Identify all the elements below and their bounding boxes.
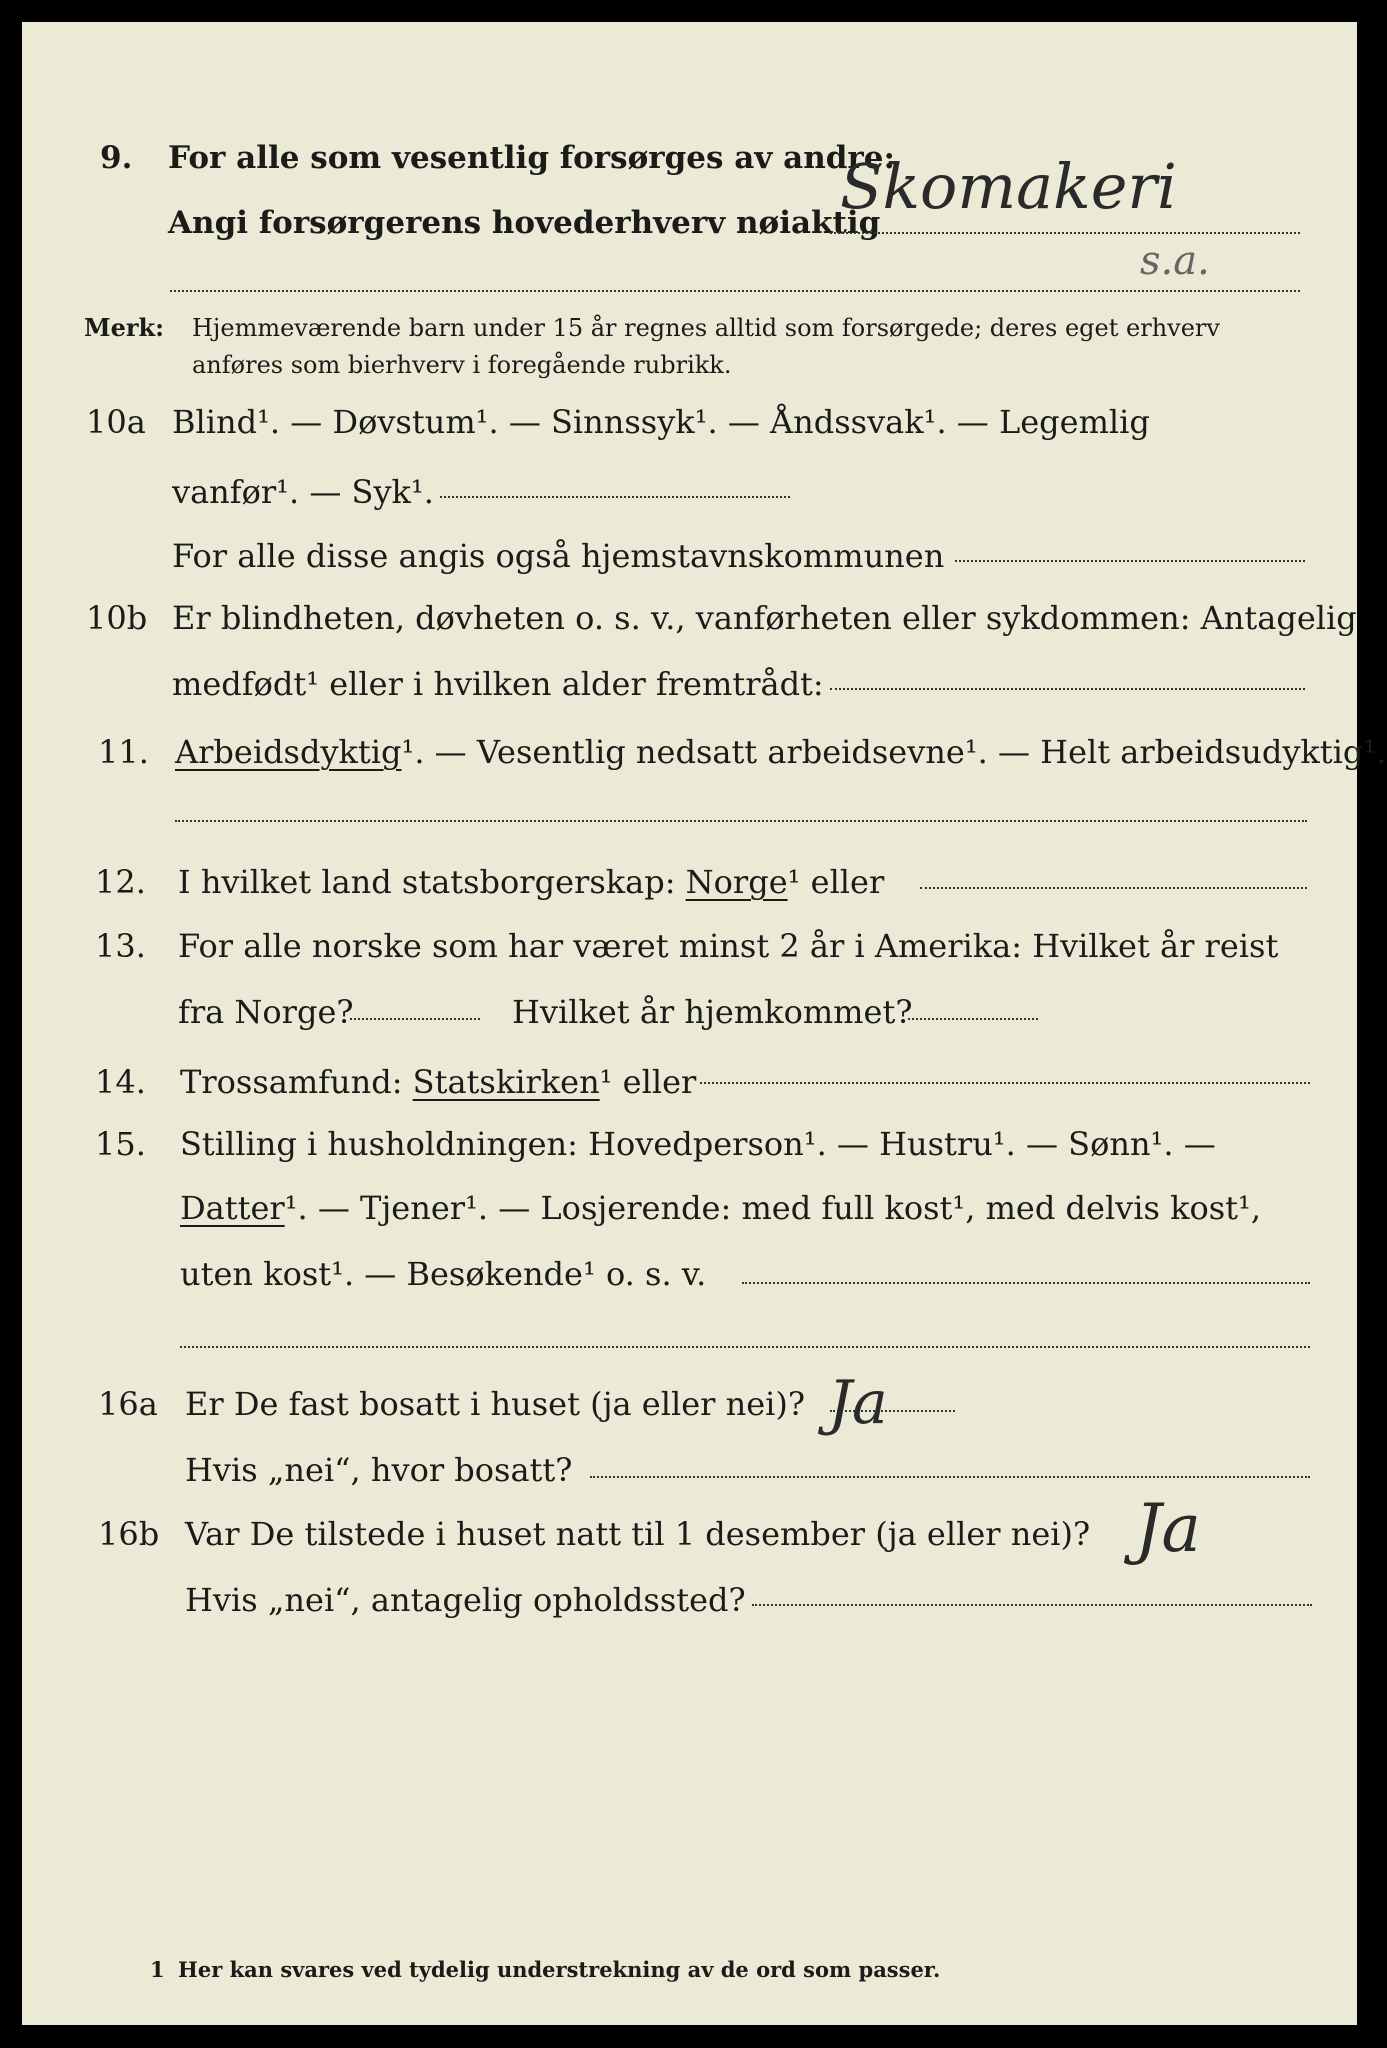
q13-hjemkommet-line [908,1018,1038,1020]
q13-number: 13. [95,927,146,965]
q10b-number: 10b [86,599,148,637]
q13-reist-line [350,1018,480,1020]
q15-line2-rest: ¹. — Tjener¹. — Losjerende: med full kost¹, med delvis kost¹, [284,1189,1262,1227]
q10a-syk-line [440,496,790,498]
q12-line [178,862,884,902]
merk-line2: anføres som bierhverv i foregående rubrikk. [192,351,732,379]
q16b-handwritten-answer: Ja [1135,1490,1201,1567]
q16a-number: 16a [98,1385,158,1423]
q15-line3: uten kost¹. — Besøkende¹ o. s. v. [180,1255,707,1293]
q14-underlined-option: Statskirken [412,1063,600,1101]
q9-line2: Angi forsørgerens hovederhverv nøiaktig [168,205,881,241]
q11-underlined-option: Arbeidsdyktig [175,733,402,771]
q10a-number: 10a [86,403,146,441]
q10a-line2: vanfør¹. — Syk¹. [172,473,434,511]
q15-answer-line [742,1282,1310,1284]
q16b-line2: Hvis „nei“, antagelig opholdssted? [185,1581,746,1619]
q11-extra-line [175,820,1307,822]
q10a-line1: Blind¹. — Døvstum¹. — Sinnssyk¹. — Åndssvak¹. — Legemlig [172,403,1150,441]
q15-line1: Stilling i husholdningen: Hovedperson¹. — Hustru¹. — Sønn¹. — [180,1125,1216,1163]
q14-line [180,1062,696,1102]
q12-text: I hvilket land statsborgerskap: [178,863,676,901]
q10a-hjemstavn-line [955,560,1305,562]
q13-line2a: fra Norge? [178,993,354,1031]
q11-line [175,732,1386,772]
q14-text: Trossamfund: [180,1063,403,1101]
q14-answer-line [700,1082,1310,1084]
footnote-mark: 1 [150,1957,165,1982]
merk-line1: Hjemmeværende barn under 15 år regnes alltid som forsørgede; deres eget erhverv [192,314,1220,342]
q12-number: 12. [95,863,146,901]
q10b-line1: Er blindheten, døvheten o. s. v., vanførheten eller sykdommen: Antagelig [172,599,1357,637]
q11-number: 11. [98,733,149,771]
q16b-opholdssted-line [752,1604,1312,1606]
footnote-text: Her kan svares ved tydelig understrekning av de ord som passer. [178,1957,941,1982]
q14-number: 14. [95,1063,146,1101]
q10a-line3: For alle disse angis også hjemstavnskommunen [172,537,945,575]
q15-line2 [180,1188,1261,1228]
q9-line1: For alle som vesentlig forsørges av andre: [168,140,895,176]
q16b-line1: Var De tilstede i huset natt til 1 desember (ja eller nei)? [185,1515,1091,1553]
q16a-line1: Er De fast bosatt i huset (ja eller nei)? [185,1385,806,1423]
q10b-line2: medfødt¹ eller i hvilken alder fremtrådt: [172,665,824,703]
q12-answer-line [920,887,1307,889]
q11-rest: ¹. — Vesentlig nedsatt arbeidsevne¹. — Helt arbeidsudyktig¹. [401,733,1387,771]
q15-number: 15. [95,1125,146,1163]
q12-underlined-option: Norge [685,863,788,901]
q9-handwritten-answer: Skomakeri [840,150,1177,223]
q12-rest: ¹ eller [787,863,885,901]
q13-line2b: Hvilket år hjemkommet? [512,993,913,1031]
merk-label: Merk: [84,313,164,342]
q15-underlined-option: Datter [180,1189,285,1227]
q13-line1: For alle norske som har været minst 2 år i Amerika: Hvilket år reist [178,927,1279,965]
q10b-answer-line [830,688,1305,690]
q16a-handwritten-answer: Ja [828,1368,888,1438]
q16a-bosatt-line [590,1476,1310,1478]
q16b-number: 16b [98,1515,160,1553]
q9-answer-line [830,232,1300,234]
q9-handwritten-note: s.a. [1140,238,1210,284]
q9-extra-line [170,290,1300,292]
q9-number: 9. [100,140,133,176]
q14-rest: ¹ eller [599,1063,697,1101]
q15-extra-line [180,1346,1310,1348]
q16a-line2: Hvis „nei“, hvor bosatt? [185,1451,573,1489]
